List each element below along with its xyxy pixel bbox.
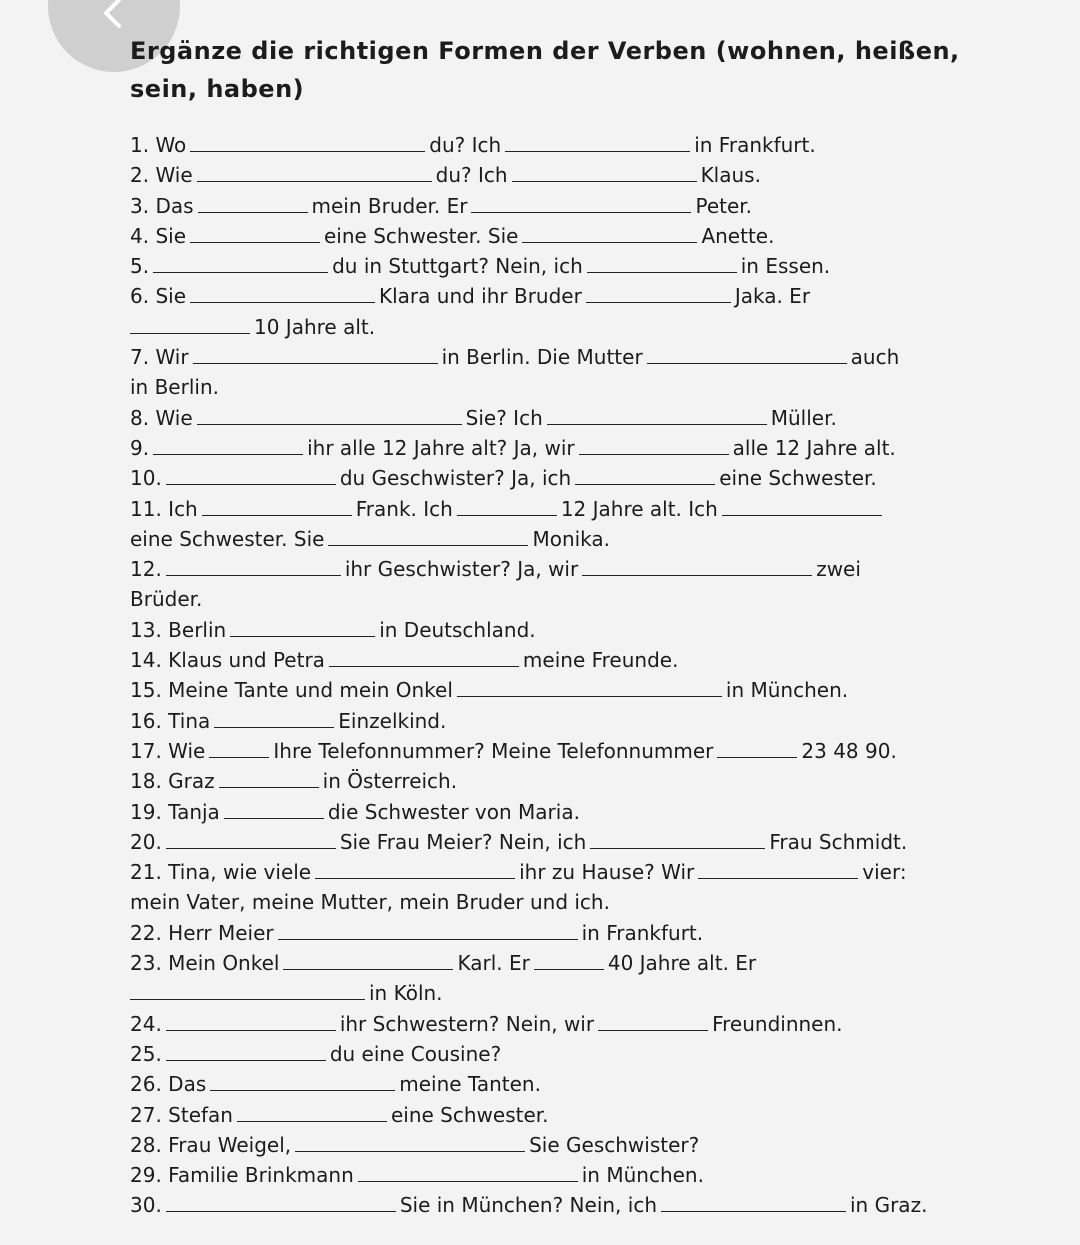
exercise-line-14 xyxy=(130,645,960,675)
text: 23. Mein Onkel xyxy=(130,951,280,976)
text: 19. Tanja xyxy=(130,799,220,824)
text: Frank. Ich xyxy=(355,496,453,521)
answer-blank[interactable] xyxy=(457,497,557,516)
exercise-line-24 xyxy=(130,1009,960,1039)
text: Brüder. xyxy=(130,587,203,612)
text: meine Tanten. xyxy=(399,1072,541,1097)
answer-blank[interactable] xyxy=(166,1012,336,1031)
exercise-line-2 xyxy=(130,160,960,190)
text: du eine Cousine? xyxy=(329,1041,502,1066)
text: du? Ich xyxy=(435,163,508,188)
answer-blank[interactable] xyxy=(522,224,697,243)
text: in Köln. xyxy=(369,981,443,1006)
exercise-line-23 xyxy=(130,948,960,978)
text: ihr Schwestern? Nein, wir xyxy=(339,1011,595,1036)
exercise-line-6 xyxy=(130,281,960,311)
answer-blank[interactable] xyxy=(295,1133,525,1152)
exercise-line-1 xyxy=(130,130,960,160)
text: 2. Wie xyxy=(130,163,193,188)
answer-blank[interactable] xyxy=(198,194,308,213)
answer-blank[interactable] xyxy=(582,557,812,576)
answer-blank[interactable] xyxy=(193,345,438,364)
exercise-line-22 xyxy=(130,918,960,948)
exercise-line-23b xyxy=(130,978,960,1008)
text: 27. Stefan xyxy=(130,1102,233,1127)
exercise-line-12b xyxy=(130,584,960,614)
answer-blank[interactable] xyxy=(586,284,731,303)
exercise-line-4 xyxy=(130,221,960,251)
answer-blank[interactable] xyxy=(547,406,767,425)
answer-blank[interactable] xyxy=(283,951,453,970)
text: alle 12 Jahre alt. xyxy=(732,435,896,460)
text: 8. Wie xyxy=(130,405,193,430)
text: 3. Das xyxy=(130,193,194,218)
text: du Geschwister? Ja, ich xyxy=(339,466,572,491)
text: 12 Jahre alt. Ich xyxy=(560,496,718,521)
exercise-line-15 xyxy=(130,675,960,705)
exercise-line-27 xyxy=(130,1100,960,1130)
text: in München. xyxy=(581,1163,704,1188)
text: Klara und ihr Bruder xyxy=(379,284,582,309)
text: in Berlin. xyxy=(130,375,219,400)
text: in Berlin. Die Mutter xyxy=(441,345,643,370)
exercise-title: Ergänze die richtigen Formen der Verben (wohnen, heißen, sein, haben) xyxy=(130,37,960,103)
exercise-line-29 xyxy=(130,1160,960,1190)
text: Frau Schmidt. xyxy=(769,829,908,854)
text: Sie? Ich xyxy=(465,405,543,430)
text: Müller. xyxy=(770,405,837,430)
exercise-line-7 xyxy=(130,342,960,372)
text: Klaus. xyxy=(700,163,761,188)
text: 13. Berlin xyxy=(130,617,227,642)
exercise-line-6b xyxy=(130,312,960,342)
text: Jaka. Er xyxy=(734,284,811,309)
answer-blank[interactable] xyxy=(190,284,375,303)
exercise-line-10 xyxy=(130,463,960,493)
answer-blank[interactable] xyxy=(130,981,365,1000)
answer-blank[interactable] xyxy=(209,739,269,758)
text: 6. Sie xyxy=(130,284,186,309)
answer-blank[interactable] xyxy=(722,497,882,516)
exercise-line-11 xyxy=(130,494,960,524)
text: 40 Jahre alt. Er xyxy=(607,951,757,976)
answer-blank[interactable] xyxy=(224,800,324,819)
answer-blank[interactable] xyxy=(698,860,858,879)
exercise-line-21 xyxy=(130,857,960,887)
text: 29. Familie Brinkmann xyxy=(130,1163,354,1188)
text: 23 48 90. xyxy=(801,738,897,763)
answer-blank[interactable] xyxy=(166,1193,396,1212)
exercise-line-28 xyxy=(130,1130,960,1160)
answer-blank[interactable] xyxy=(153,254,328,273)
text: 4. Sie xyxy=(130,223,186,248)
answer-blank[interactable] xyxy=(647,345,847,364)
answer-blank[interactable] xyxy=(329,648,519,667)
text: Freundinnen. xyxy=(712,1011,843,1036)
answer-blank[interactable] xyxy=(130,315,250,334)
text: Einzelkind. xyxy=(338,708,447,733)
text: eine Schwester. xyxy=(719,466,877,491)
answer-blank[interactable] xyxy=(166,557,341,576)
answer-blank[interactable] xyxy=(315,860,515,879)
text: ihr zu Hause? Wir xyxy=(519,860,695,885)
answer-blank[interactable] xyxy=(278,921,578,940)
exercise-line-12 xyxy=(130,554,960,584)
text: 26. Das xyxy=(130,1072,207,1097)
exercise-line-8 xyxy=(130,403,960,433)
text: 10. xyxy=(130,466,162,491)
text: die Schwester von Maria. xyxy=(327,799,580,824)
text: in Frankfurt. xyxy=(694,133,816,157)
text: eine Schwester. xyxy=(390,1102,549,1127)
chevron-left-icon xyxy=(97,0,131,30)
text: 17. Wie xyxy=(130,738,206,763)
answer-blank[interactable] xyxy=(190,133,425,152)
text: Sie Frau Meier? Nein, ich xyxy=(339,829,587,854)
answer-blank[interactable] xyxy=(717,739,797,758)
exercise-line-11b xyxy=(130,524,960,554)
text: Anette. xyxy=(701,223,775,248)
answer-blank[interactable] xyxy=(471,194,691,213)
text: 14. Klaus und Petra xyxy=(130,648,325,673)
answer-blank[interactable] xyxy=(587,254,737,273)
exercise-line-20 xyxy=(130,827,960,857)
exercise-line-18 xyxy=(130,766,960,796)
answer-blank[interactable] xyxy=(575,466,715,485)
answer-blank[interactable] xyxy=(505,133,690,152)
text: 25. xyxy=(130,1041,162,1066)
text: mein Bruder. Er xyxy=(311,193,468,218)
text: 1. Wo xyxy=(130,133,187,157)
text: in Deutschland. xyxy=(379,617,536,642)
answer-blank[interactable] xyxy=(237,1103,387,1122)
answer-blank[interactable] xyxy=(579,436,729,455)
answer-blank[interactable] xyxy=(457,678,722,697)
text: in Essen. xyxy=(740,254,831,279)
text: 30. xyxy=(130,1193,162,1218)
answer-blank[interactable] xyxy=(214,709,334,728)
text: Ihre Telefonnummer? Meine Telefonnummer xyxy=(273,738,714,763)
text: ihr Geschwister? Ja, wir xyxy=(344,557,579,582)
text: in Österreich. xyxy=(322,769,458,794)
answer-blank[interactable] xyxy=(358,1163,578,1182)
text: eine Schwester. Sie xyxy=(324,223,519,248)
text: du? Ich xyxy=(429,133,502,157)
text: zwei xyxy=(816,557,861,582)
text: 20. xyxy=(130,829,162,854)
answer-blank[interactable] xyxy=(166,830,336,849)
answer-blank[interactable] xyxy=(210,1072,395,1091)
answer-blank[interactable] xyxy=(328,527,528,546)
text: 22. Herr Meier xyxy=(130,920,274,945)
text: 28. Frau Weigel, xyxy=(130,1132,292,1157)
answer-blank[interactable] xyxy=(512,163,697,182)
text: 10 Jahre alt. xyxy=(254,314,376,339)
text: Sie in München? Nein, ich xyxy=(399,1193,657,1218)
exercise-line-13 xyxy=(130,615,960,645)
text: Peter. xyxy=(695,193,753,218)
answer-blank[interactable] xyxy=(166,1042,326,1061)
answer-blank[interactable] xyxy=(661,1193,846,1212)
exercise-line-7b xyxy=(130,372,960,402)
answer-blank[interactable] xyxy=(590,830,765,849)
text: in Frankfurt. xyxy=(581,920,704,945)
text: 12. xyxy=(130,557,162,582)
text: in München. xyxy=(725,678,849,703)
exercise-list xyxy=(130,130,960,1221)
exercise-line-25 xyxy=(130,1039,960,1069)
text: 15. Meine Tante und mein Onkel xyxy=(130,678,453,703)
text: 16. Tina xyxy=(130,708,211,733)
exercise-line-19 xyxy=(130,797,960,827)
text: Sie Geschwister? xyxy=(529,1132,700,1157)
answer-blank[interactable] xyxy=(202,497,352,516)
text: 21. Tina, wie viele xyxy=(130,860,312,885)
text: ihr alle 12 Jahre alt? Ja, wir xyxy=(307,435,575,460)
text: du in Stuttgart? Nein, ich xyxy=(332,254,583,279)
answer-blank[interactable] xyxy=(534,951,604,970)
text: 18. Graz xyxy=(130,769,215,794)
exercise-line-26 xyxy=(130,1069,960,1099)
answer-blank[interactable] xyxy=(197,406,462,425)
exercise-line-3 xyxy=(130,191,960,221)
text: 9. xyxy=(130,435,150,460)
exercise-line-9 xyxy=(130,433,960,463)
exercise-line-5 xyxy=(130,251,960,281)
text: eine Schwester. Sie xyxy=(130,526,325,551)
exercise-line-17 xyxy=(130,736,960,766)
text: meine Freunde. xyxy=(522,648,679,673)
exercise-line-16 xyxy=(130,706,960,736)
text: 11. Ich xyxy=(130,496,198,521)
exercise-line-21b xyxy=(130,887,960,917)
answer-blank[interactable] xyxy=(598,1012,708,1031)
text: 7. Wir xyxy=(130,345,189,370)
exercise-line-30 xyxy=(130,1190,960,1220)
answer-blank[interactable] xyxy=(153,436,303,455)
answer-blank[interactable] xyxy=(219,769,319,788)
text: 5. xyxy=(130,254,150,279)
answer-blank[interactable] xyxy=(190,224,320,243)
text: Karl. Er xyxy=(457,951,530,976)
text: mein Vater, meine Mutter, mein Bruder und ich. xyxy=(130,890,610,915)
text: 24. xyxy=(130,1011,162,1036)
text: Monika. xyxy=(532,526,611,551)
answer-blank[interactable] xyxy=(197,163,432,182)
text: auch xyxy=(850,345,900,370)
text: vier: xyxy=(862,860,907,885)
text: in Graz. xyxy=(850,1193,928,1218)
answer-blank[interactable] xyxy=(166,466,336,485)
answer-blank[interactable] xyxy=(230,618,375,637)
